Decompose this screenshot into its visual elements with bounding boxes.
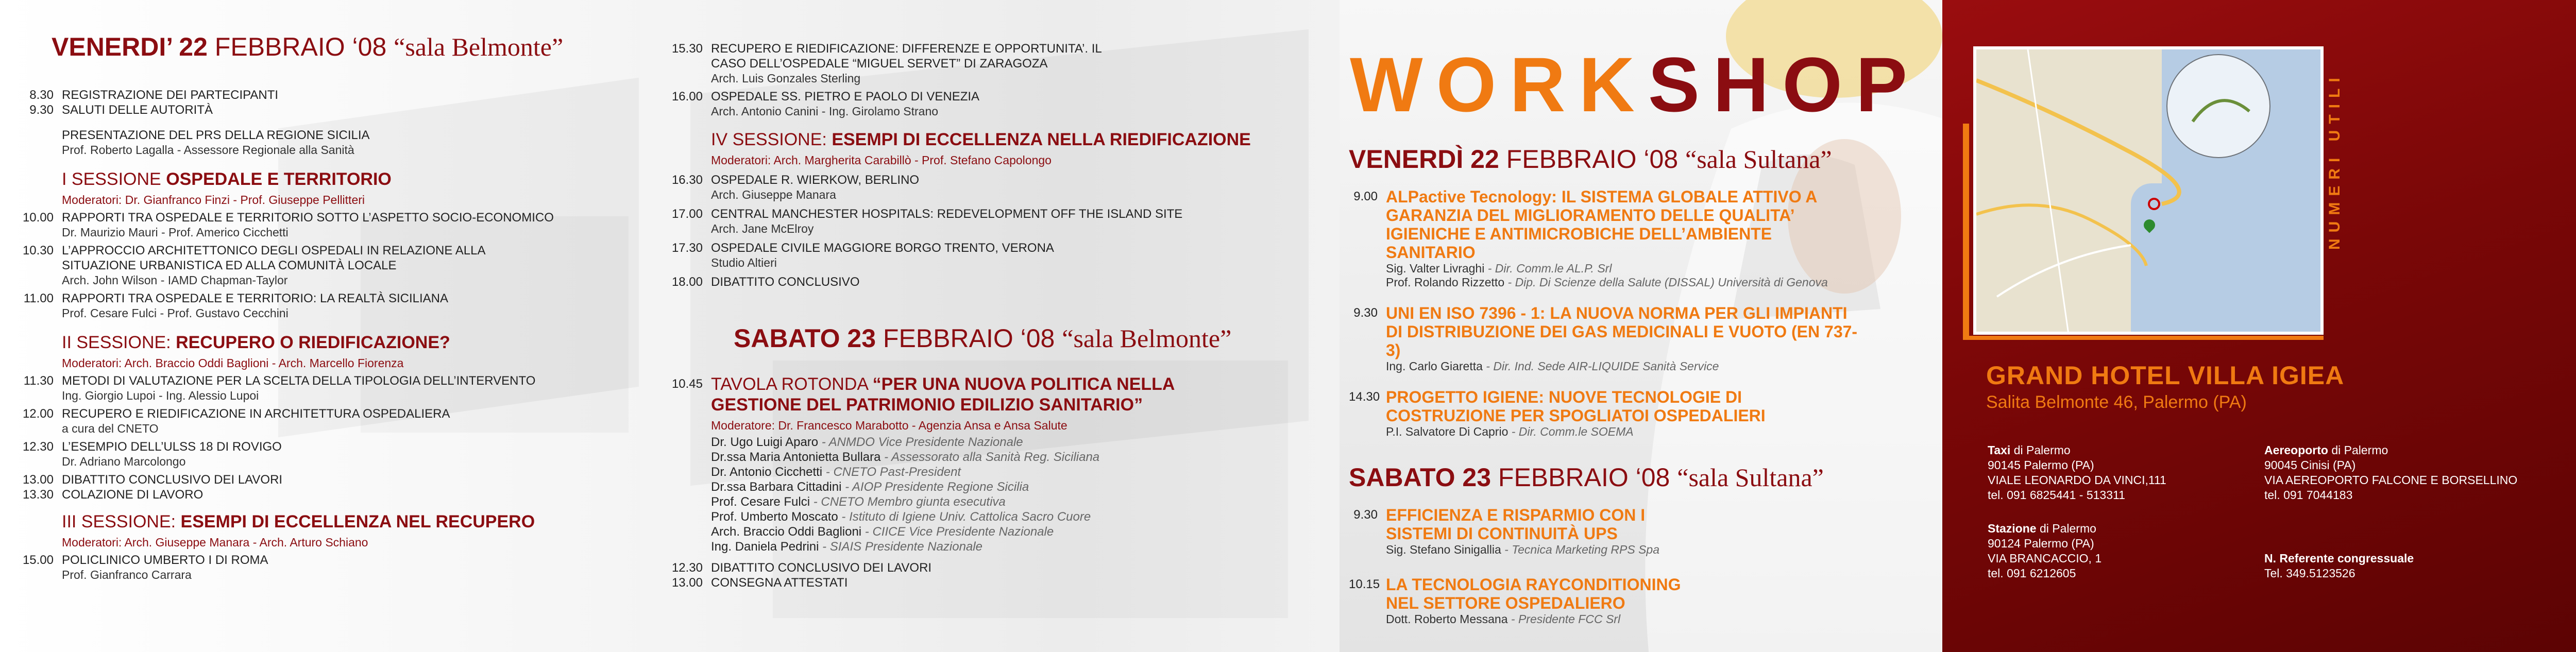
schedule-item: 9.30 SALUTI DELLE AUTORITÀ (21, 102, 654, 117)
item-speaker: Arch. Giuseppe Manara (711, 188, 836, 201)
referent-info: N. Referente congressuale Tel. 349.5123526 (2264, 552, 2414, 580)
room-label: “sala Sultana” (1685, 145, 1832, 174)
item-speaker: Arch. Luis Gonzales Sterling (711, 72, 861, 85)
schedule-item: 17.30 OSPEDALE CIVILE MAGGIORE BORGO TRENTO, VERONA Studio Altieri (670, 241, 1334, 270)
panelist: Prof. Umberto Moscato - Istituto di Igiene Univ. Cattolica Sacro Cuore (711, 510, 1091, 524)
panelist: Dr. Ugo Luigi Aparo - ANMDO Vice Presidente Nazionale (711, 435, 1023, 449)
moderators: Moderatori: Arch. Margherita Carabillò - Prof. Stefano Capolongo (711, 153, 1052, 167)
item-speaker: Arch. John Wilson - IAMD Chapman-Taylor (62, 273, 288, 287)
item-title: PRESENTAZIONE DEL PRS DELLA REGIONE SICILIA (62, 128, 370, 142)
item-speaker: Arch. Antonio Canini - Ing. Girolamo Strano (711, 105, 939, 118)
workshop-talk: 10.15 LA TECNOLOGIA RAYCONDITIONING NEL SETTORE OSPEDALIERO Dott. Roberto Messana - Presidente FCC Srl (1349, 575, 1936, 626)
schedule-item: 15.00 POLICLINICO UMBERTO I DI ROMA Prof. Gianfranco Carrara (21, 553, 654, 582)
talk-title: PROGETTO IGIENE: NUOVE TECNOLOGIE DI COSTRUZIONE PER SPOGLIATOI OSPEDALIERI (1386, 388, 1766, 425)
talk-title: UNI EN ISO 7396 - 1: LA NUOVA NORMA PER GLI IMPIANTI DI DISTRIBUZIONE DEI GAS MEDICINALI E VUOTO (EN 737-3) (1386, 304, 1858, 359)
program-panel-friday (0, 0, 670, 652)
room-label: “sala Belmonte” (394, 32, 564, 61)
workshop-talk: 9.00 ALPactive Tecnology: IL SISTEMA GLOBALE ATTIVO A GARANZIA DEL MIGLIORAMENTO DELLE QUALITA’ IGIENICHE E ANTIMICROBICHE DELL’AMBIENTE SANITARIO Sig. Valter Livraghi - Dir. Comm.le AL.P. Srl Prof. Rolando Rizzetto - Dip. Di Scienze della Salute (DISSAL) Università di Genova (1349, 187, 1936, 289)
month-label: FEBBRAIO ‘08 (1499, 145, 1686, 174)
item-speaker: Arch. Jane McElroy (711, 222, 814, 235)
panelist: Arch. Braccio Oddi Baglioni - CIICE Vice Presidente Nazionale (711, 525, 1054, 539)
panelist: Dr.ssa Barbara Cittadini - AIOP Presidente Regione Sicilia (711, 480, 1029, 494)
accent-bar (1963, 124, 1969, 340)
item-title: SALUTI DELLE AUTORITÀ (62, 103, 213, 117)
hotel-block (1986, 361, 2344, 413)
item-speaker: a cura del CNETO (62, 422, 159, 435)
workshop-talk: 9.30 UNI EN ISO 7396 - 1: LA NUOVA NORMA PER GLI IMPIANTI DI DISTRIBUZIONE DEI GAS MEDICINALI E VUOTO (EN 737-3) Ing. Carlo Giaretta - Dir. Ind. Sede AIR-LIQUIDE Sanità Service (1349, 304, 1936, 373)
day-heading (1349, 462, 1936, 492)
schedule-item: 13.00 CONSEGNA ATTESTATI (671, 576, 848, 590)
schedule-item: 16.30 OSPEDALE R. WIERKOW, BERLINO Arch. Giuseppe Manara (670, 173, 1334, 202)
schedule-item: 12.30 DIBATTITO CONCLUSIVO DEI LAVORI (671, 561, 932, 575)
talk-title: EFFICIENZA E RISPARMIO CON I SISTEMI DI CONTINUITÀ UPS (1386, 506, 1646, 543)
panelist: Prof. Cesare Fulci - CNETO Membro giunta esecutiva (711, 495, 1006, 509)
item-speaker: Dr. Adriano Marcolongo (62, 455, 186, 468)
round-table: 10.45 TAVOLA ROTONDA “PER UNA NUOVA POLITICA NELLA GESTIONE DEL PATRIMONIO EDILIZIO SANITARIO” (671, 374, 1175, 415)
schedule-item (21, 128, 654, 158)
item-speaker: Prof. Cesare Fulci - Prof. Gustavo Cecchini (62, 306, 289, 320)
schedule-item: 12.00 RECUPERO E RIEDIFICAZIONE IN ARCHITETTURA OSPEDALIERA a cura del CNETO (21, 406, 654, 436)
accent-bar (1963, 336, 2324, 340)
session-heading: II SESSIONE: RECUPERO O RIEDIFICAZIONE? (62, 333, 450, 352)
workshop-title: WORKSHOP (1350, 41, 1921, 128)
room-label: “sala Sultana” (1677, 463, 1824, 492)
day-label: SABATO 23 (1349, 463, 1492, 492)
airport-info: Aereoporto di Palermo 90045 Cinisi (PA) VIA AEREOPORTO FALCONE E BORSELLINO tel. 091 7044183 (2264, 443, 2518, 502)
schedule-column (670, 41, 1334, 590)
station-info: Stazione di Palermo 90124 Palermo (PA) VIA BRANCACCIO, 1 tel. 091 6212605 (1988, 522, 2102, 580)
panelist-list (711, 435, 1334, 554)
item-speaker: Prof. Roberto Lagalla - Assessore Regionale alla Sanità (62, 143, 354, 157)
location-map (1973, 46, 2324, 335)
moderators: Moderatore: Dr. Francesco Marabotto - Agenzia Ansa e Ansa Salute (711, 419, 1067, 432)
workshop-talk: 14.30 PROGETTO IGIENE: NUOVE TECNOLOGIE DI COSTRUZIONE PER SPOGLIATOI OSPEDALIERI P.I. Salvatore Di Caprio - Dir. Comm.le SOEMA (1349, 388, 1936, 439)
day-heading (52, 32, 659, 62)
schedule-item: 12.30 L’ESEMPIO DELL’ULSS 18 DI ROVIGO Dr. Adriano Marcolongo (21, 439, 654, 469)
program-panel-saturday (670, 0, 1340, 652)
moderators: Moderatori: Arch. Braccio Oddi Baglioni - Arch. Marcello Fiorenza (62, 356, 404, 370)
item-speaker: Dr. Maurizio Mauri - Prof. Americo Cicchetti (62, 226, 289, 239)
session-heading: I SESSIONE OSPEDALE E TERRITORIO (62, 169, 392, 189)
day-heading (1349, 144, 1936, 174)
schedule-item: 18.00 DIBATTITO CONCLUSIVO (671, 275, 860, 289)
item-speaker: Prof. Gianfranco Carrara (62, 568, 192, 581)
taxi-info: Taxi di Palermo 90145 Palermo (PA) VIALE LEONARDO DA VINCI,111 tel. 091 6825441 - 513311 (1988, 443, 2166, 502)
item-speaker: Ing. Giorgio Lupoi - Ing. Alessio Lupoi (62, 389, 259, 402)
session-heading: IV SESSIONE: ESEMPI DI ECCELLENZA NELLA RIEDIFICAZIONE (711, 130, 1251, 149)
day-label: SABATO 23 (734, 324, 876, 353)
day-heading (734, 323, 1334, 353)
panelist: Ing. Daniela Pedrini - SIAIS Presidente Nazionale (711, 540, 982, 554)
schedule-item: 17.00 CENTRAL MANCHESTER HOSPITALS: REDEVELOPMENT OFF THE ISLAND SITE Arch. Jane McElroy (670, 207, 1334, 236)
useful-numbers-heading: NUMERI UTILI (2326, 72, 2343, 250)
map-roads (1976, 49, 2324, 335)
day-label: VENERDI’ 22 (52, 32, 208, 61)
schedule-item: 10.30 L’APPROCCIO ARCHITETTONICO DEGLI OSPEDALI IN RELAZIONE ALLA SITUAZIONE URBANISTICA ED ALLA COMUNITÀ LOCALE Arch. John Wilson - IAMD Chapman-Taylor (21, 243, 654, 288)
schedule-column (21, 88, 654, 582)
schedule-item: 10.00 RAPPORTI TRA OSPEDALE E TERRITORIO SOTTO L’ASPETTO SOCIO-ECONOMICO Dr. Maurizio Mauri - Prof. Americo Cicchetti (21, 210, 654, 240)
panelist: Dr. Antonio Cicchetti - CNETO Past-President (711, 465, 961, 479)
workshop-panel (1340, 0, 1942, 652)
hotel-name: GRAND HOTEL VILLA IGIEA (1986, 361, 2345, 390)
month-label: FEBBRAIO ‘08 (1491, 463, 1677, 492)
schedule-item: 15.30 RECUPERO E RIEDIFICAZIONE: DIFFERENZE E OPPORTUNITA’. IL CASO DELL’OSPEDALE “MIGUEL SERVET” DI ZARAGOZA Arch. Luis Gonzales Sterling (670, 41, 1334, 86)
item-title: REGISTRAZIONE DEI PARTECIPANTI (62, 88, 279, 102)
workshop-column (1349, 144, 1936, 626)
schedule-item: 11.30 METODI DI VALUTAZIONE PER LA SCELTA DELLA TIPOLOGIA DELL’INTERVENTO Ing. Giorgio Lupoi - Ing. Alessio Lupoi (21, 373, 654, 403)
session-heading: III SESSIONE: ESEMPI DI ECCELLENZA NEL RECUPERO (62, 512, 535, 531)
schedule-item: 13.30 COLAZIONE DI LAVORO (22, 488, 204, 502)
item-speaker: Studio Altieri (711, 256, 777, 269)
month-label: FEBBRAIO ‘08 (876, 324, 1062, 353)
schedule-item: 16.00 OSPEDALE SS. PIETRO E PAOLO DI VENEZIA Arch. Antonio Canini - Ing. Girolamo Strano (670, 89, 1334, 119)
hotel-address: Salita Belmonte 46, Palermo (PA) (1986, 392, 2247, 412)
workshop-talk: 9.30 EFFICIENZA E RISPARMIO CON I SISTEMI DI CONTINUITÀ UPS Sig. Stefano Sinigallia - Tecnica Marketing RPS Spa (1349, 506, 1936, 557)
panelist: Dr.ssa Maria Antonietta Bullara - Assessorato alla Sanità Reg. Siciliana (711, 450, 1100, 464)
room-label: “sala Belmonte” (1062, 324, 1232, 353)
month-label: FEBBRAIO ‘08 (207, 32, 394, 61)
schedule-item: 8.30 REGISTRAZIONE DEI PARTECIPANTI (21, 88, 654, 102)
moderators: Moderatori: Dr. Gianfranco Finzi - Prof. Giuseppe Pellitteri (62, 193, 365, 207)
talk-title: LA TECNOLOGIA RAYCONDITIONING NEL SETTORE OSPEDALIERO (1386, 575, 1681, 612)
schedule-item: 11.00 RAPPORTI TRA OSPEDALE E TERRITORIO: LA REALTÀ SICILIANA Prof. Cesare Fulci - Prof. Gustavo Cecchini (21, 291, 654, 321)
day-label: VENERDÌ 22 (1349, 145, 1499, 174)
schedule-item: 13.00 DIBATTITO CONCLUSIVO DEI LAVORI (22, 473, 283, 487)
talk-title: ALPactive Tecnology: IL SISTEMA GLOBALE ATTIVO A GARANZIA DEL MIGLIORAMENTO DELLE QUALITA’ IGIENICHE E ANTIMICROBICHE DELL’AMBIENTE SANITARIO (1386, 187, 1817, 262)
moderators: Moderatori: Arch. Giuseppe Manara - Arch. Arturo Schiano (62, 536, 368, 549)
